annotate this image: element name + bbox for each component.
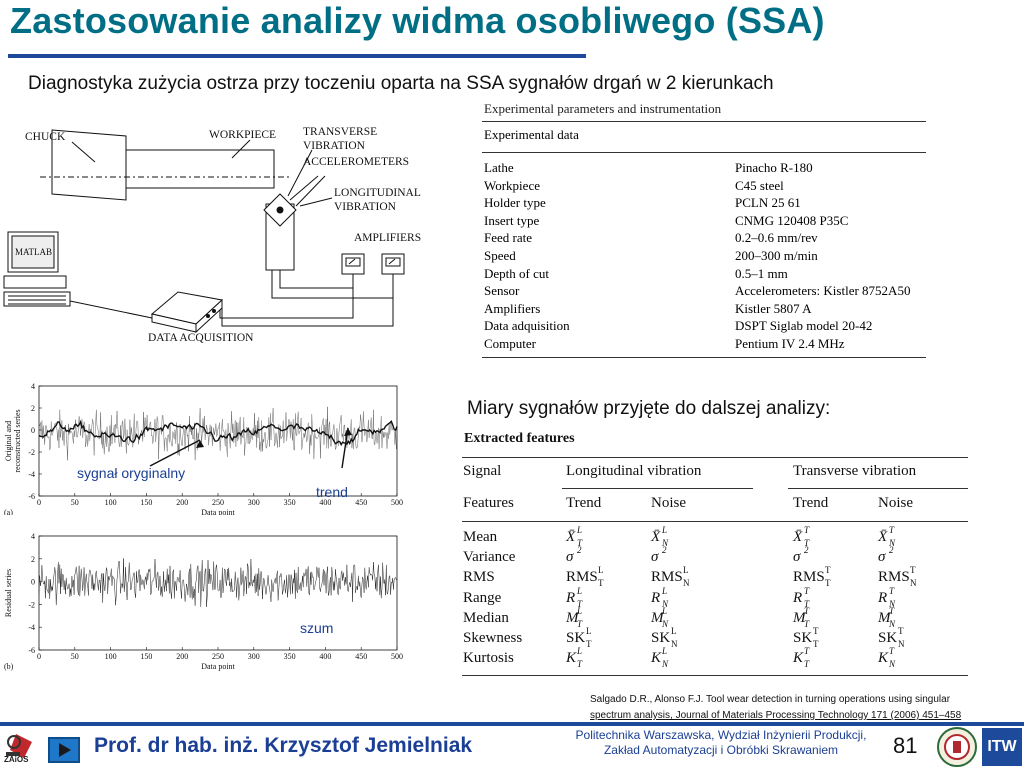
footer-rule	[0, 722, 1024, 726]
x-tick-label: 250	[212, 652, 224, 661]
x-tick-label: 350	[283, 498, 296, 507]
feature-symbol-base: M	[651, 609, 664, 626]
feature-symbol	[793, 525, 810, 548]
x-axis-label: Data point	[201, 662, 235, 671]
x-tick-label: 150	[140, 498, 153, 507]
feature-symbol-sup: T	[804, 525, 810, 535]
feature-symbol-sup: T	[898, 626, 904, 636]
params-caption: Experimental parameters and instrumentation	[484, 101, 722, 116]
feature-symbol-sub: T	[577, 598, 583, 609]
feature-symbol	[878, 585, 896, 609]
params-row-key: Feed rate	[484, 230, 533, 246]
feature-symbol-base: SK	[793, 630, 813, 646]
feature-symbol-sub: N	[662, 618, 669, 629]
feature-symbol	[566, 646, 583, 670]
feature-symbol-sup: T	[889, 525, 895, 535]
params-header: Experimental data	[482, 121, 926, 153]
feature-symbol	[566, 545, 582, 566]
y-tick-label: -2	[28, 448, 35, 457]
feature-symbol-sup: L	[586, 626, 592, 636]
university-seal-icon	[936, 726, 978, 768]
params-row	[482, 317, 926, 335]
x-tick-label: 100	[104, 498, 117, 507]
feature-symbol-base: M	[878, 609, 891, 626]
params-row	[482, 247, 926, 265]
params-row-value: 0.5–1 mm	[735, 265, 788, 281]
features-trans-noise: Noise	[878, 495, 913, 511]
features-long-trend: Trend	[566, 495, 602, 511]
feature-name: Median	[463, 609, 509, 626]
panel-label: (a)	[4, 508, 13, 515]
feature-symbol-sub: N	[662, 538, 669, 548]
params-row	[482, 300, 926, 318]
label-vibration-longitudinal: VIBRATION	[334, 201, 396, 213]
feature-symbol	[793, 646, 810, 670]
zaios-logo	[2, 728, 42, 766]
feature-symbol-sub: T	[813, 639, 819, 649]
footer-institution-line-1: Politechnika Warszawska, Wydział Inżynierii Produkcji,	[575, 728, 867, 742]
features-rule-mid	[462, 521, 968, 522]
params-row-key: Sensor	[484, 283, 520, 299]
feature-symbol	[566, 605, 583, 629]
x-tick-label: 400	[319, 498, 332, 507]
feature-symbol-base: M	[566, 609, 579, 626]
feature-symbol-base: K	[878, 650, 889, 667]
x-tick-label: 200	[176, 652, 189, 661]
feature-symbol-sup: L	[683, 565, 689, 576]
y-axis-label: Original and	[4, 420, 13, 462]
x-tick-label: 50	[70, 498, 79, 507]
feature-symbol	[566, 585, 583, 609]
itw-logo	[982, 728, 1022, 766]
reference-line-2: spectrum analysis, Journal of Materials Processing Technology 171 (2006) 451–458	[590, 710, 962, 721]
params-row-key: Data adquisition	[484, 318, 570, 334]
feature-symbol-base: R	[566, 589, 576, 606]
params-row-value: CNMG 120408 P35C	[735, 212, 849, 228]
reference-line-1: Salgado D.R., Alonso F.J. Tool wear detection in turning operations using singular	[590, 694, 951, 705]
label-data-acquisition: DATA ACQUISITION	[148, 332, 254, 344]
feature-symbol	[878, 646, 896, 670]
footer-author: Prof. dr hab. inż. Krzysztof Jemielniak	[94, 734, 473, 757]
zaios-logo-text: ZAiOS	[4, 755, 29, 764]
y-tick-label: 0	[31, 426, 35, 435]
footer-institution	[563, 728, 879, 758]
plot-bottom-svg	[0, 524, 404, 672]
setup-schematic	[0, 118, 440, 350]
feature-symbol-sub: N	[683, 578, 690, 589]
x-tick-label: 250	[212, 498, 224, 507]
params-row-value: 0.2–0.6 mm/rev	[735, 230, 818, 246]
university-seal	[936, 726, 978, 768]
y-axis-label: Residual series	[4, 568, 13, 618]
feature-symbol-base: σ	[566, 549, 574, 566]
feature-symbol-sub: N	[889, 618, 896, 629]
x-tick-label: 450	[355, 652, 368, 661]
features-rule-longitudinal	[562, 488, 753, 489]
title-underline	[8, 54, 586, 58]
params-row-key: Holder type	[484, 195, 546, 211]
params-row-key: Depth of cut	[484, 265, 549, 281]
feature-symbol-sub: N	[889, 659, 896, 670]
feature-symbol-sup: L	[662, 525, 668, 535]
feature-symbol-sub: N	[889, 538, 896, 548]
feature-symbol	[878, 565, 917, 589]
x-tick-label: 50	[70, 652, 79, 661]
feature-symbol-base: R	[651, 589, 661, 606]
y-tick-label: 2	[31, 554, 35, 564]
feature-symbol	[793, 626, 819, 649]
feature-symbol-base: X̄	[566, 529, 576, 545]
label-accelerometers: ACCELEROMETERS	[303, 156, 410, 168]
feature-symbol-sup: L	[577, 585, 583, 596]
feature-symbol	[793, 605, 810, 629]
feature-symbol-base: RMS	[651, 569, 683, 586]
feature-symbol-sup: T	[889, 646, 895, 657]
page-subtitle: Diagnostyka zużycia ostrza przy toczeniu oparta na SSA sygnałów drgań w 2 kierunkach	[28, 73, 774, 94]
feature-symbol-sup: T	[804, 605, 810, 616]
feature-symbol-base: SK	[878, 630, 898, 646]
feature-symbol-base: RMS	[878, 569, 910, 586]
y-tick-label: -4	[28, 470, 35, 479]
feature-symbol-sub: N	[889, 598, 896, 609]
feature-symbol-base: RMS	[793, 569, 825, 586]
features-signal-label: Signal	[463, 463, 502, 479]
x-tick-label: 300	[247, 652, 260, 661]
itw-logo-text: ITW	[987, 738, 1017, 755]
y-tick-label: 4	[31, 382, 35, 391]
feature-symbol-sub: T	[804, 598, 810, 609]
feature-name: Skewness	[463, 630, 523, 646]
label-amplifiers: AMPLIFIERS	[354, 232, 422, 244]
params-row-value: Accelerometers: Kistler 8752A50	[735, 283, 911, 299]
feature-symbol-base: M	[793, 609, 806, 626]
page-title: Zastosowanie analizy widma osobliwego (SSA)	[10, 0, 825, 41]
x-axis-label: Data point	[201, 508, 235, 515]
y-tick-label: -4	[28, 623, 35, 633]
y-tick-label: 0	[31, 577, 35, 587]
label-longitudinal: LONGITUDINAL	[334, 187, 421, 199]
params-row-value: 200–300 m/min	[735, 247, 818, 263]
features-rule-bottom	[462, 675, 968, 676]
feature-symbol-sup: L	[671, 626, 677, 636]
plot-residual	[0, 524, 404, 672]
params-row-value: Kistler 5807 A	[735, 300, 812, 316]
params-row	[482, 212, 926, 230]
features-rule-transverse	[788, 488, 968, 489]
feature-symbol	[651, 525, 669, 548]
feature-symbol-sub: T	[577, 659, 583, 670]
feature-name: Kurtosis	[463, 650, 514, 667]
label-matlab: MATLAB	[15, 247, 53, 257]
params-row	[482, 265, 926, 283]
params-row-value: C45 steel	[735, 177, 784, 193]
features-longitudinal-header: Longitudinal vibration	[566, 463, 702, 479]
params-row-key: Amplifiers	[484, 300, 541, 316]
feature-symbol-sub: T	[804, 659, 810, 670]
params-row-key: Computer	[484, 335, 536, 351]
feature-symbol-base: R	[793, 589, 803, 606]
feature-symbol-sup: L	[577, 605, 583, 616]
feature-symbol-base: RMS	[566, 569, 598, 586]
params-row	[482, 282, 926, 300]
feature-symbol-sub: T	[577, 618, 583, 629]
x-tick-label: 200	[176, 498, 189, 507]
feature-symbol	[793, 585, 810, 609]
feature-symbol	[566, 565, 604, 589]
feature-symbol-sup: T	[813, 626, 819, 636]
y-tick-label: -6	[28, 646, 35, 655]
x-tick-label: 350	[283, 652, 296, 661]
params-row	[482, 229, 926, 247]
feature-symbol	[651, 646, 669, 670]
feature-symbol-sup: 2	[804, 545, 809, 556]
features-transverse-header: Transverse vibration	[793, 463, 917, 479]
features-trans-trend: Trend	[793, 495, 829, 511]
feature-symbol-sub: T	[804, 618, 810, 629]
feature-symbol	[566, 626, 592, 649]
x-tick-label: 500	[391, 652, 403, 661]
feature-symbol-sup: T	[825, 565, 831, 576]
feature-symbol-sup: L	[577, 525, 583, 535]
feature-symbol-base: σ	[878, 549, 886, 566]
feature-name: Mean	[463, 529, 498, 545]
feature-symbol	[651, 626, 678, 649]
feature-symbol-sup: T	[910, 565, 916, 576]
feature-symbol-sub: T	[825, 578, 831, 589]
x-tick-label: 300	[247, 498, 260, 507]
noise-series-line	[39, 558, 397, 607]
y-tick-label: 4	[31, 532, 35, 541]
feature-symbol	[878, 605, 896, 629]
params-row-key: Insert type	[484, 212, 540, 228]
params-row-value: PCLN 25 61	[735, 195, 801, 211]
feature-symbol-sup: T	[889, 585, 895, 596]
params-row-key: Speed	[484, 247, 516, 263]
feature-symbol-sub: N	[671, 639, 678, 649]
feature-symbol-sup: 2	[662, 545, 667, 556]
feature-symbol-sub: N	[898, 639, 905, 649]
play-icon	[50, 739, 78, 761]
y-axis-label: reconstructed series	[13, 409, 22, 473]
feature-name: RMS	[463, 569, 495, 586]
features-long-noise: Noise	[651, 495, 686, 511]
feature-symbol	[878, 626, 905, 649]
feature-symbol-sup: L	[662, 646, 668, 657]
feature-symbol	[651, 605, 669, 629]
x-tick-label: 450	[355, 498, 368, 507]
feature-symbol-sub: N	[662, 598, 669, 609]
x-tick-label: 0	[37, 652, 41, 661]
feature-symbol-sup: T	[804, 646, 810, 657]
params-row-value: Pinacho R-180	[735, 160, 813, 175]
y-tick-label: -2	[28, 600, 35, 610]
feature-symbol-sub: N	[662, 659, 669, 670]
feature-symbol-sup: T	[804, 585, 810, 596]
feature-symbol-sup: L	[577, 646, 583, 657]
note-noise: szum	[300, 620, 334, 636]
note-original-signal: sygnał oryginalny	[77, 465, 186, 481]
feature-symbol-sup: L	[598, 565, 604, 576]
feature-symbol-base: σ	[651, 549, 659, 566]
params-row-value: DSPT Siglab model 20-42	[735, 318, 873, 334]
note-trend: trend	[316, 484, 348, 500]
feature-name: Variance	[463, 549, 516, 566]
page-number: 81	[893, 733, 918, 758]
next-slide-button[interactable]	[48, 737, 80, 763]
feature-symbol-base: K	[651, 650, 662, 667]
feature-symbol-base: X̄	[793, 529, 803, 545]
y-tick-label: 2	[31, 404, 35, 413]
annotation-arrow	[150, 440, 200, 466]
feature-symbol-sup: 2	[889, 545, 894, 556]
feature-symbol-base: σ	[793, 549, 801, 566]
feature-symbol-sup: L	[662, 605, 668, 616]
params-rows	[482, 153, 926, 358]
x-tick-label: 100	[104, 652, 117, 661]
x-tick-label: 150	[140, 652, 153, 661]
feature-symbol-sub: T	[804, 538, 810, 548]
features-heading: Miary sygnałów przyjęte do dalszej analizy:	[467, 398, 831, 419]
feature-symbol-sub: T	[586, 639, 592, 649]
x-tick-label: 400	[319, 652, 332, 661]
label-transverse: TRANSVERSE	[303, 126, 378, 138]
panel-label: (b)	[4, 662, 14, 671]
label-chuck: CHUCK	[25, 131, 66, 143]
features-features-label: Features	[463, 495, 514, 511]
x-tick-label: 500	[391, 498, 403, 507]
params-row	[482, 194, 926, 212]
params-row	[482, 177, 926, 195]
feature-symbol	[651, 565, 690, 589]
experimental-parameters-table	[482, 99, 926, 358]
feature-symbol	[793, 565, 831, 589]
feature-symbol	[651, 585, 669, 609]
feature-symbol-sub: T	[598, 578, 604, 589]
params-row-key: Lathe	[484, 160, 514, 175]
params-row-key: Workpiece	[484, 177, 540, 193]
feature-symbol	[878, 525, 896, 548]
label-workpiece: WORKPIECE	[209, 129, 277, 141]
features-rule-top	[462, 457, 968, 458]
feature-symbol-sub: T	[577, 538, 583, 548]
feature-symbol-sup: T	[889, 605, 895, 616]
feature-symbol-base: X̄	[651, 529, 661, 545]
reference-citation	[590, 692, 1020, 724]
feature-symbol	[566, 525, 583, 548]
params-row	[482, 159, 926, 177]
params-row	[482, 335, 926, 353]
feature-symbol-base: SK	[651, 630, 671, 646]
feature-symbol-sup: 2	[577, 545, 582, 556]
feature-symbol-base: SK	[566, 630, 586, 646]
plot-frame	[39, 536, 397, 650]
feature-symbol-sub: N	[910, 578, 917, 589]
label-vibration-transverse: VIBRATION	[303, 140, 365, 152]
feature-symbol-base: K	[566, 650, 577, 667]
feature-symbol	[878, 545, 894, 566]
feature-symbol-base: X̄	[878, 529, 888, 545]
features-caption: Extracted features	[464, 431, 575, 446]
feature-symbol-base: R	[878, 589, 888, 606]
feature-name: Range	[463, 589, 502, 606]
feature-symbol-sup: L	[662, 585, 668, 596]
feature-symbol	[651, 545, 667, 566]
feature-symbol-base: K	[793, 650, 804, 667]
feature-symbol	[793, 545, 809, 566]
params-row-value: Pentium IV 2.4 MHz	[735, 335, 845, 351]
x-tick-label: 0	[37, 498, 41, 507]
y-tick-label: -6	[28, 492, 35, 501]
extracted-features-table	[462, 431, 968, 679]
footer-institution-line-2: Zakład Automatyzacji i Obróbki Skrawaniem	[603, 743, 839, 757]
